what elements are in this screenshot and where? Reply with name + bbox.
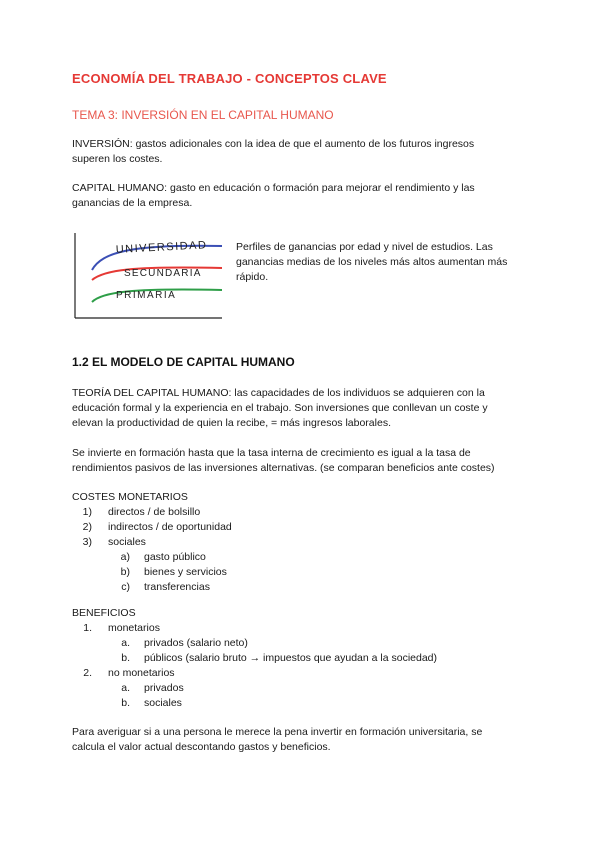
universidad-label: UNIVERSIDAD — [115, 239, 208, 256]
text-line: calcula el valor actual descontando gastos y beneficios. — [72, 741, 331, 753]
list-marker: a) — [120, 551, 130, 563]
list-text: privados (salario neto) — [144, 637, 248, 649]
list-item — [72, 636, 528, 651]
list-item — [72, 621, 528, 636]
list-marker: 2) — [82, 521, 92, 533]
list-item — [72, 565, 528, 580]
text-line: rápido. — [236, 271, 269, 283]
list-text: no monetarios — [108, 667, 175, 679]
list-text: privados — [144, 682, 184, 694]
list-item — [72, 681, 528, 696]
list-text: directos / de bolsillo — [108, 506, 201, 518]
costes-heading: COSTES MONETARIOS — [72, 491, 188, 503]
text-line: TEORÍA DEL CAPITAL HUMANO: las capacidades de los individuos se adquieren con la — [72, 387, 485, 399]
list-marker: 2. — [83, 667, 92, 679]
text-line: elevan la productividad de quien la recibe, = más ingresos laborales. — [72, 417, 391, 429]
invierte-paragraph — [72, 446, 528, 476]
section-heading: 1.2 EL MODELO DE CAPITAL HUMANO — [72, 355, 295, 369]
list-text: indirectos / de oportunidad — [108, 521, 232, 533]
text-line: Perfiles de ganancias por edad y nivel de estudios. Las — [236, 241, 493, 253]
capital-humano-definition — [72, 181, 528, 211]
list-item — [72, 696, 528, 711]
document-title: ECONOMÍA DEL TRABAJO - CONCEPTOS CLAVE — [72, 71, 387, 86]
topic-heading: TEMA 3: INVERSIÓN EN EL CAPITAL HUMANO — [72, 108, 334, 122]
text-line: INVERSIÓN: gastos adicionales con la idea de que el aumento de los futuros ingresos — [72, 138, 475, 150]
list-text: transferencias — [144, 581, 210, 593]
beneficios-list — [72, 621, 528, 711]
list-text: sociales — [108, 536, 146, 548]
earnings-profile-sketch — [72, 230, 232, 322]
list-marker: b. — [121, 697, 130, 709]
primaria-label: PRIMARIA — [116, 290, 177, 301]
list-marker: a. — [121, 637, 130, 649]
list-item — [72, 520, 528, 535]
text-line: ganancias de la empresa. — [72, 197, 193, 209]
list-item — [72, 550, 528, 565]
text-line: CAPITAL HUMANO: gasto en educación o formación para mejorar el rendimiento y las — [72, 182, 475, 194]
text-line: superen los costes. — [72, 153, 163, 165]
beneficios-heading: BENEFICIOS — [72, 607, 136, 619]
list-item — [72, 505, 528, 520]
list-text: monetarios — [108, 622, 160, 634]
list-marker: c) — [121, 581, 130, 593]
costes-list — [72, 505, 528, 595]
list-text: públicos (salario bruto → impuestos que ayudan a la sociedad) — [144, 652, 438, 664]
list-text: gasto público — [144, 551, 206, 563]
text-line: educación formal y la experiencia en el trabajo. Son inversiones que conllevan un coste y — [72, 402, 488, 414]
list-text: sociales — [144, 697, 182, 709]
teoria-paragraph — [72, 386, 528, 431]
text-line: Se invierte en formación hasta que la tasa interna de crecimiento es igual a la tasa de — [72, 447, 471, 459]
secundaria-label: SECUNDARIA — [124, 268, 202, 279]
list-marker: b. — [121, 652, 130, 664]
text-line: ganancias medias de los niveles más altos aumentan más — [236, 256, 508, 268]
list-text: bienes y servicios — [144, 566, 227, 578]
list-marker: 1. — [83, 622, 92, 634]
list-marker: 3) — [82, 536, 92, 548]
inversion-definition — [72, 137, 528, 167]
text-line: Para averiguar si a una persona le merece la pena invertir en formación universitaria, se — [72, 726, 483, 738]
list-marker: 1) — [82, 506, 92, 518]
list-item — [72, 651, 528, 666]
list-item — [72, 535, 528, 550]
list-marker: a. — [121, 682, 130, 694]
figure-caption — [236, 240, 526, 285]
list-item — [72, 666, 528, 681]
text-line: rendimientos pasivos de las inversiones alternativas. (se comparan beneficios ante costes) — [72, 462, 495, 474]
list-marker: b) — [120, 566, 130, 578]
final-paragraph — [72, 725, 528, 755]
list-item — [72, 580, 528, 595]
